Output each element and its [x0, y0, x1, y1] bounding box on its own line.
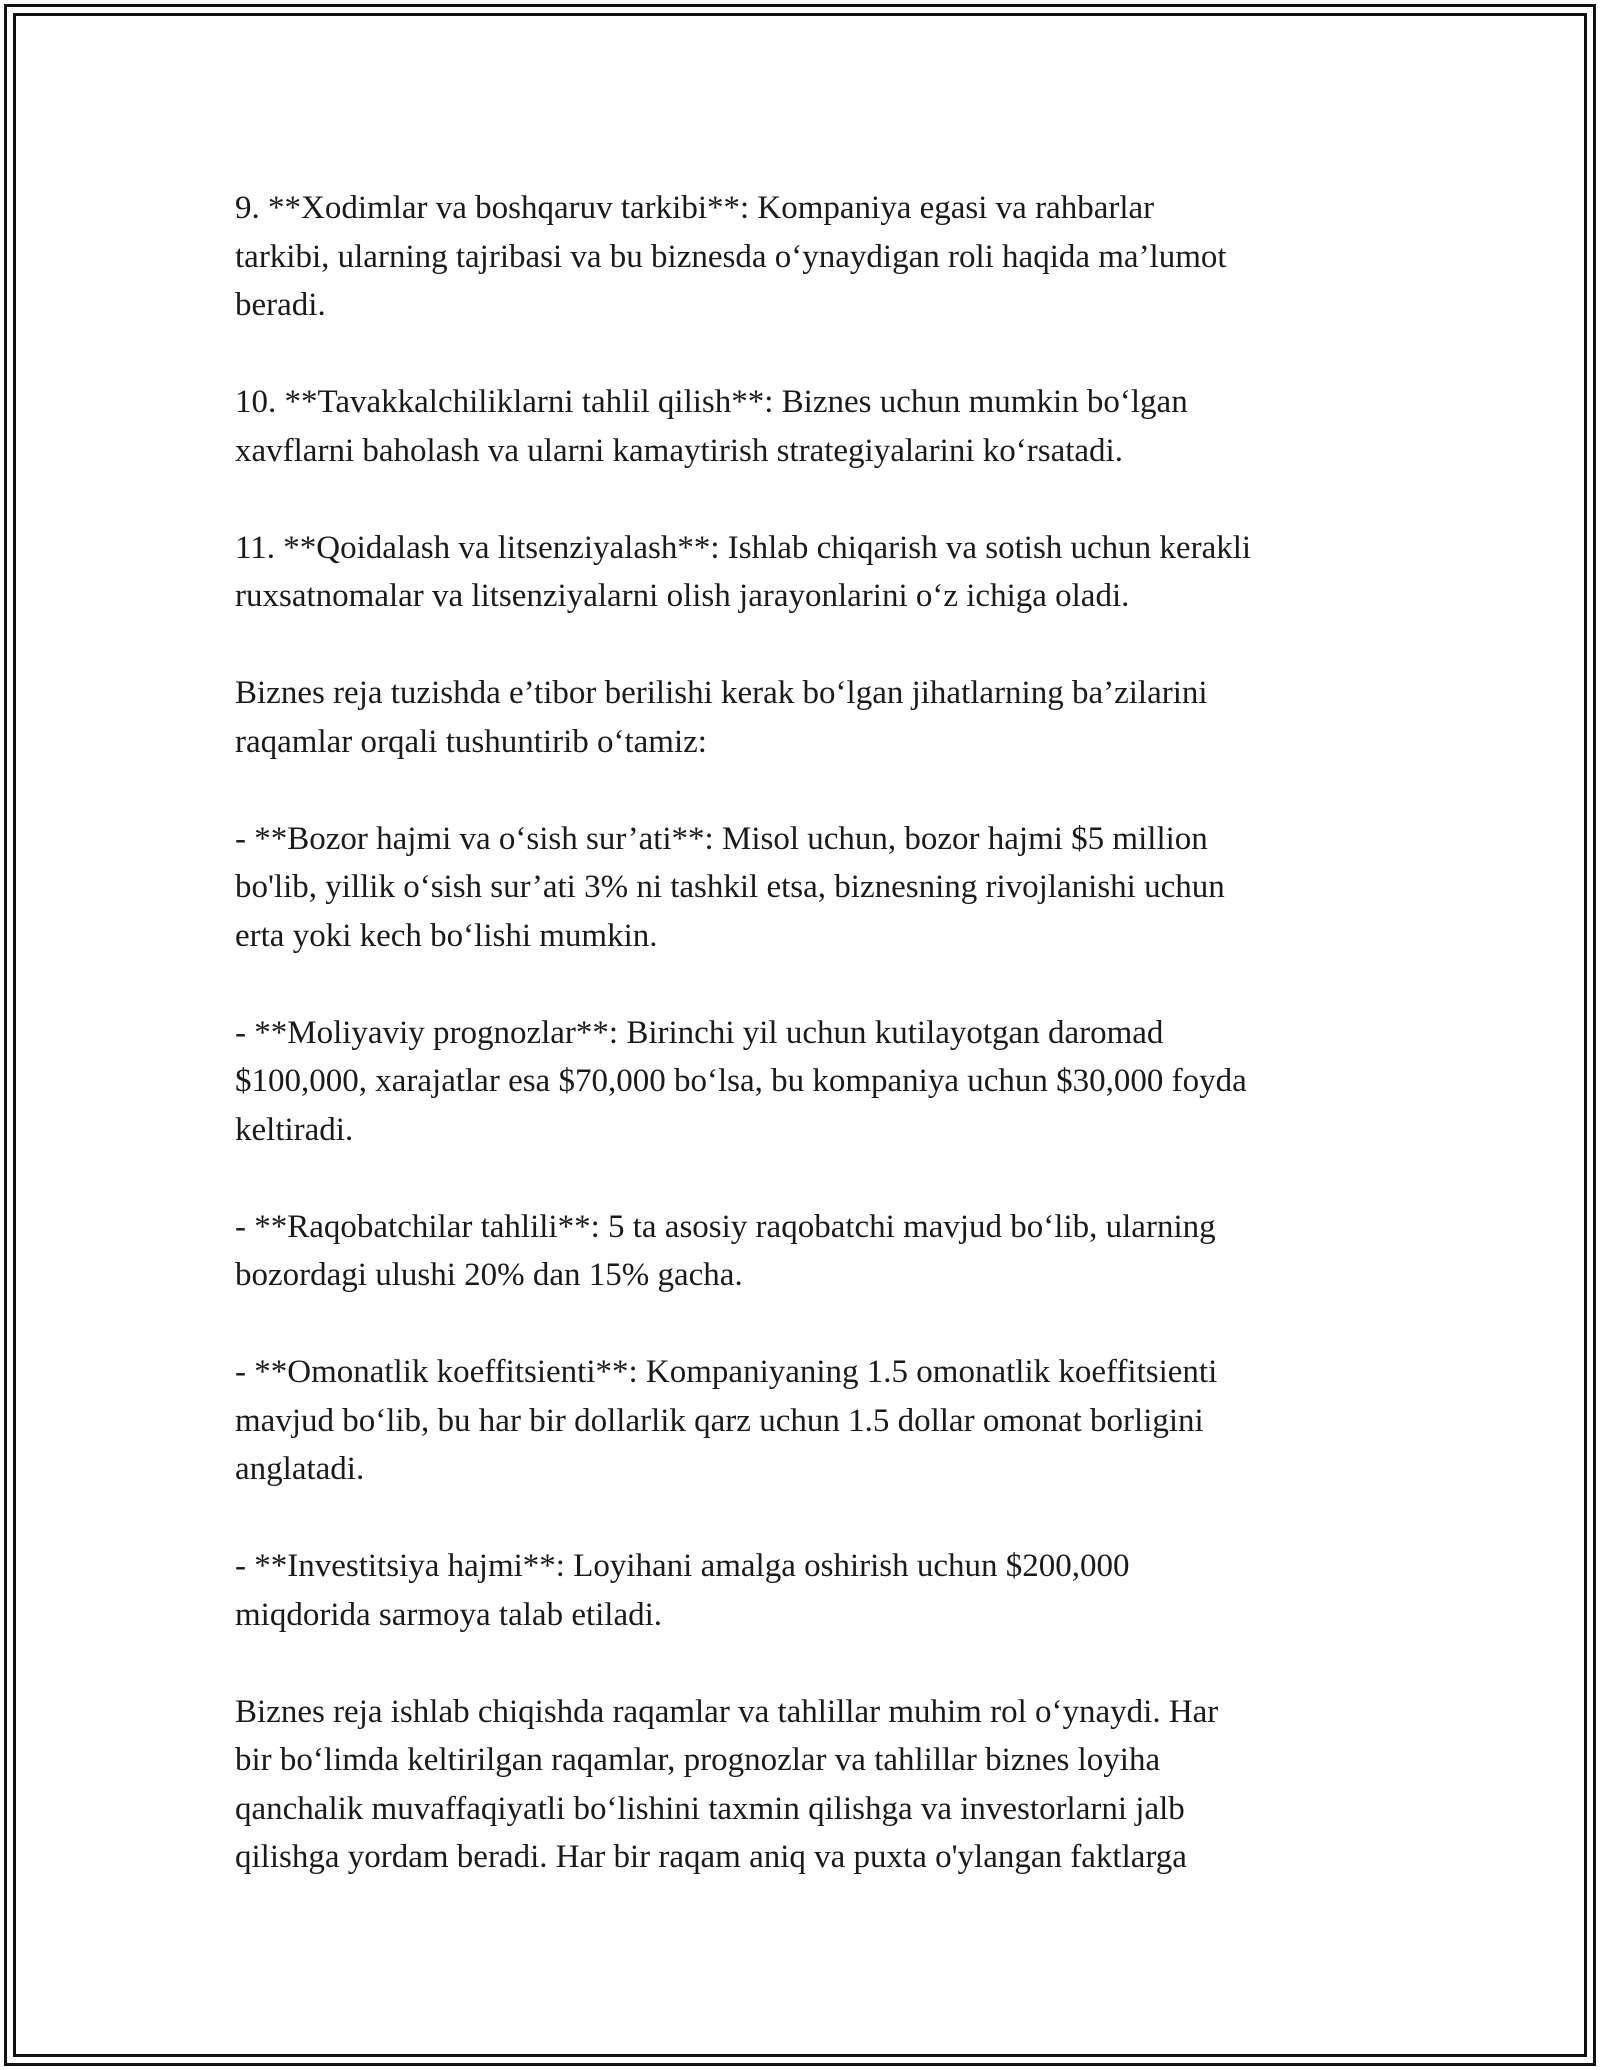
text-line: mavjud bo‘lib, bu har bir dollarlik qarz uchun 1.5 dollar omonat borligini	[235, 1402, 1204, 1439]
text-line: 10. **Tavakkalchiliklarni tahlil qilish**: Biznes uchun mumkin bo‘lgan	[235, 384, 1188, 420]
text-line: anglatadi.	[235, 1451, 365, 1487]
paragraph-market-size	[235, 815, 1385, 961]
paragraph-competitor-analysis	[235, 1203, 1385, 1300]
text-line: raqamlar orqali tushuntirib o‘tamiz:	[235, 723, 707, 760]
text-line: miqdorida sarmoya talab etiladi.	[235, 1596, 663, 1633]
paragraph-conclusion	[235, 1688, 1385, 1882]
paragraph-risk-analysis	[235, 378, 1385, 475]
text-line: - **Investitsiya hajmi**: Loyihani amalga oshirish uchun $200,000	[235, 1548, 1130, 1584]
text-line: Biznes reja tuzishda e’tibor berilishi kerak bo‘lgan jihatlarning ba’zilarini	[235, 675, 1208, 711]
document-body	[235, 184, 1385, 1930]
text-line: Biznes reja ishlab chiqishda raqamlar va tahlillar muhim rol o‘ynaydi. Har	[235, 1693, 1219, 1730]
text-line: - **Bozor hajmi va o‘sish sur’ati**: Misol uchun, bozor hajmi $5 million	[235, 820, 1208, 857]
text-line: ruxsatnomalar va litsenziyalarni olish jarayonlarini o‘z ichiga oladi.	[235, 578, 1130, 614]
text-line: qanchalik muvaffaqiyatli bo‘lishini taxmin qilishga va investorlarni jalb	[235, 1790, 1185, 1827]
text-line: bo'lib, yillik o‘sish sur’ati 3% ni tashkil etsa, biznesning rivojlanishi uchun	[235, 869, 1225, 905]
text-line: xavflarni baholash va ularni kamaytirish strategiyalarini ko‘rsatadi.	[235, 432, 1123, 469]
text-line: - **Omonatlik koeffitsienti**: Kompaniyaning 1.5 omonatlik koeffitsienti	[235, 1354, 1218, 1390]
paragraph-intro-numbers	[235, 669, 1385, 766]
text-line: bozordagi ulushi 20% dan 15% gacha.	[235, 1257, 743, 1293]
text-line: - **Moliyaviy prognozlar**: Birinchi yil uchun kutilayotgan daromad	[235, 1014, 1164, 1051]
text-line: erta yoki kech bo‘lishi mumkin.	[235, 917, 658, 954]
text-line: tarkibi, ularning tajribasi va bu biznesda o‘ynaydigan roli haqida ma’lumot	[235, 238, 1227, 275]
paragraph-staff-structure	[235, 184, 1385, 330]
paragraph-financial-forecasts	[235, 1009, 1385, 1155]
text-line: $100,000, xarajatlar esa $70,000 bo‘lsa, bu kompaniya uchun $30,000 foyda	[235, 1063, 1247, 1099]
text-line: keltiradi.	[235, 1111, 354, 1148]
text-line: qilishga yordam beradi. Har bir raqam aniq va puxta o'ylangan faktlarga	[235, 1839, 1187, 1875]
text-line: 11. **Qoidalash va litsenziyalash**: Ishlab chiqarish va sotish uchun kerakli	[235, 529, 1252, 566]
text-line: bir bo‘limda keltirilgan raqamlar, prognozlar va tahlillar biznes loyiha	[235, 1742, 1161, 1778]
text-line: beradi.	[235, 287, 326, 323]
paragraph-licensing	[235, 524, 1385, 621]
text-line: 9. **Xodimlar va boshqaruv tarkibi**: Kompaniya egasi va rahbarlar	[235, 190, 1155, 226]
paragraph-deposit-ratio	[235, 1348, 1385, 1494]
text-line: - **Raqobatchilar tahlili**: 5 ta asosiy raqobatchi mavjud bo‘lib, ularning	[235, 1208, 1216, 1245]
paragraph-investment-size	[235, 1542, 1385, 1639]
